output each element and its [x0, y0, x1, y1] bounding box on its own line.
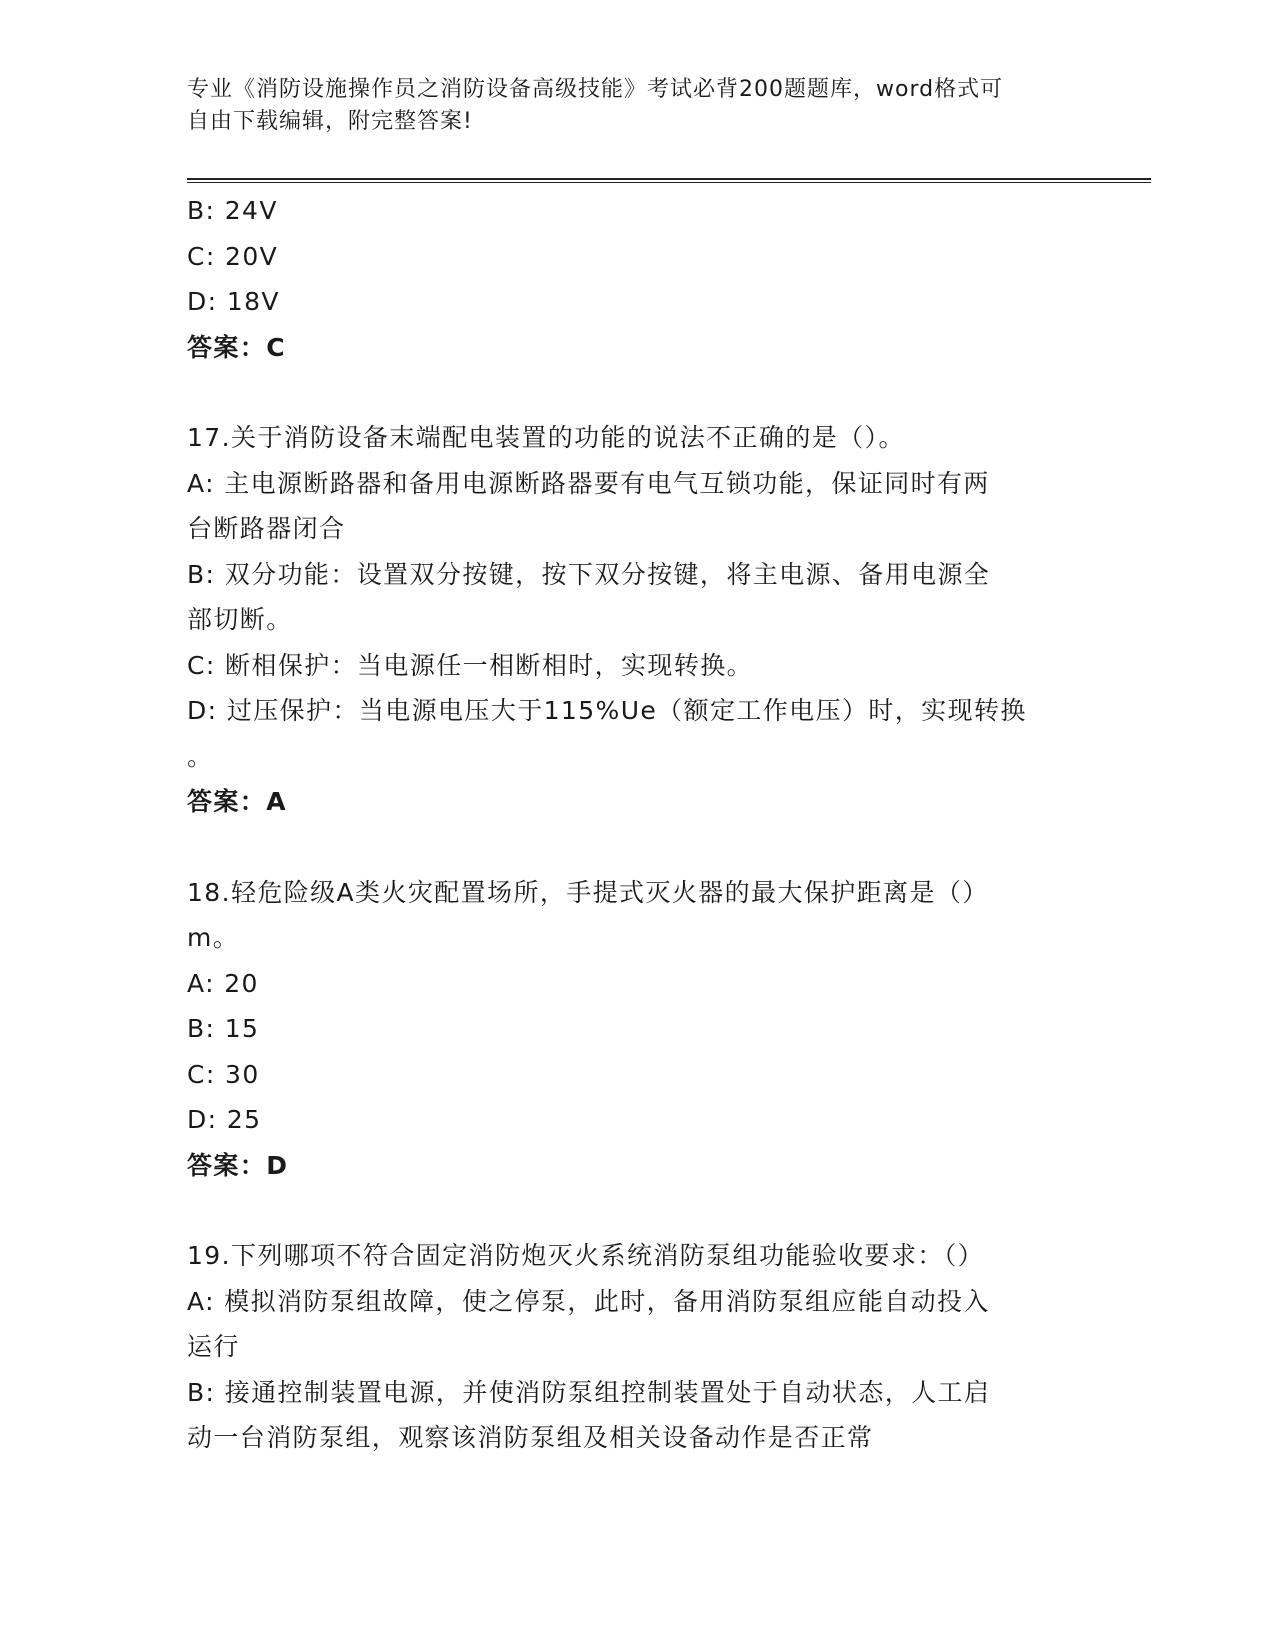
question-18-option-d: D: 25	[187, 1105, 262, 1134]
option-b: B: 24V	[187, 196, 278, 225]
question-19-option-b-cont: 动一台消防泵组，观察该消防泵组及相关设备动作是否正常	[187, 1423, 874, 1452]
option-d: D: 18V	[187, 287, 280, 316]
question-17-answer: 答案：A	[187, 787, 287, 816]
document-header	[187, 74, 1067, 138]
option-c: C: 20V	[187, 241, 279, 271]
question-17-option-a-cont: 台断路器闭合	[187, 514, 346, 543]
question-19-stem: 19.下列哪项不符合固定消防炮灭火系统消防泵组功能验收要求：（）	[187, 1241, 985, 1270]
answer: 答案：C	[187, 332, 286, 362]
question-17-option-b-cont: 部切断。	[187, 605, 293, 634]
question-19-option-a-cont: 运行	[187, 1332, 240, 1361]
question-17-stem: 17.关于消防设备末端配电装置的功能的说法不正确的是（）。	[187, 423, 905, 452]
question-17-option-c: C: 断相保护：当电源任一相断相时，实现转换。	[187, 650, 754, 680]
question-18-stem: 18.轻危险级A类火灾配置场所，手提式灭火器的最大保护距离是（）	[187, 877, 989, 907]
question-list	[187, 188, 1087, 1461]
header-divider-thin	[187, 182, 1151, 183]
question-17-option-d: D: 过压保护：当电源电压大于115%Ue（额定工作电压）时，实现转换	[187, 696, 1027, 725]
question-18-answer: 答案：D	[187, 1150, 289, 1180]
question-18-option-a: A: 20	[187, 968, 259, 998]
question-17-option-a: A: 主电源断路器和备用电源断路器要有电气互锁功能，保证同时有两	[187, 468, 990, 498]
question-19-option-b: B: 接通控制装置电源，并使消防泵组控制装置处于自动状态，人工启	[187, 1377, 991, 1407]
question-18-option-c: C: 30	[187, 1059, 260, 1089]
question-18-option-b: B: 15	[187, 1014, 260, 1043]
header-line-2: 自由下载编辑，附完整答案!	[187, 109, 473, 134]
question-17-option-b: B: 双分功能：设置双分按键，按下双分按键，将主电源、备用电源全	[187, 559, 991, 589]
question-19-option-a: A: 模拟消防泵组故障，使之停泵，此时，备用消防泵组应能自动投入	[187, 1286, 990, 1316]
question-17-option-d-cont: 。	[187, 741, 214, 771]
header-divider-thick	[187, 178, 1151, 180]
question-18-stem-cont: m。	[187, 923, 240, 952]
header-line-1: 专业《消防设施操作员之消防设备高级技能》考试必背200题题库，word格式可	[187, 77, 1004, 102]
